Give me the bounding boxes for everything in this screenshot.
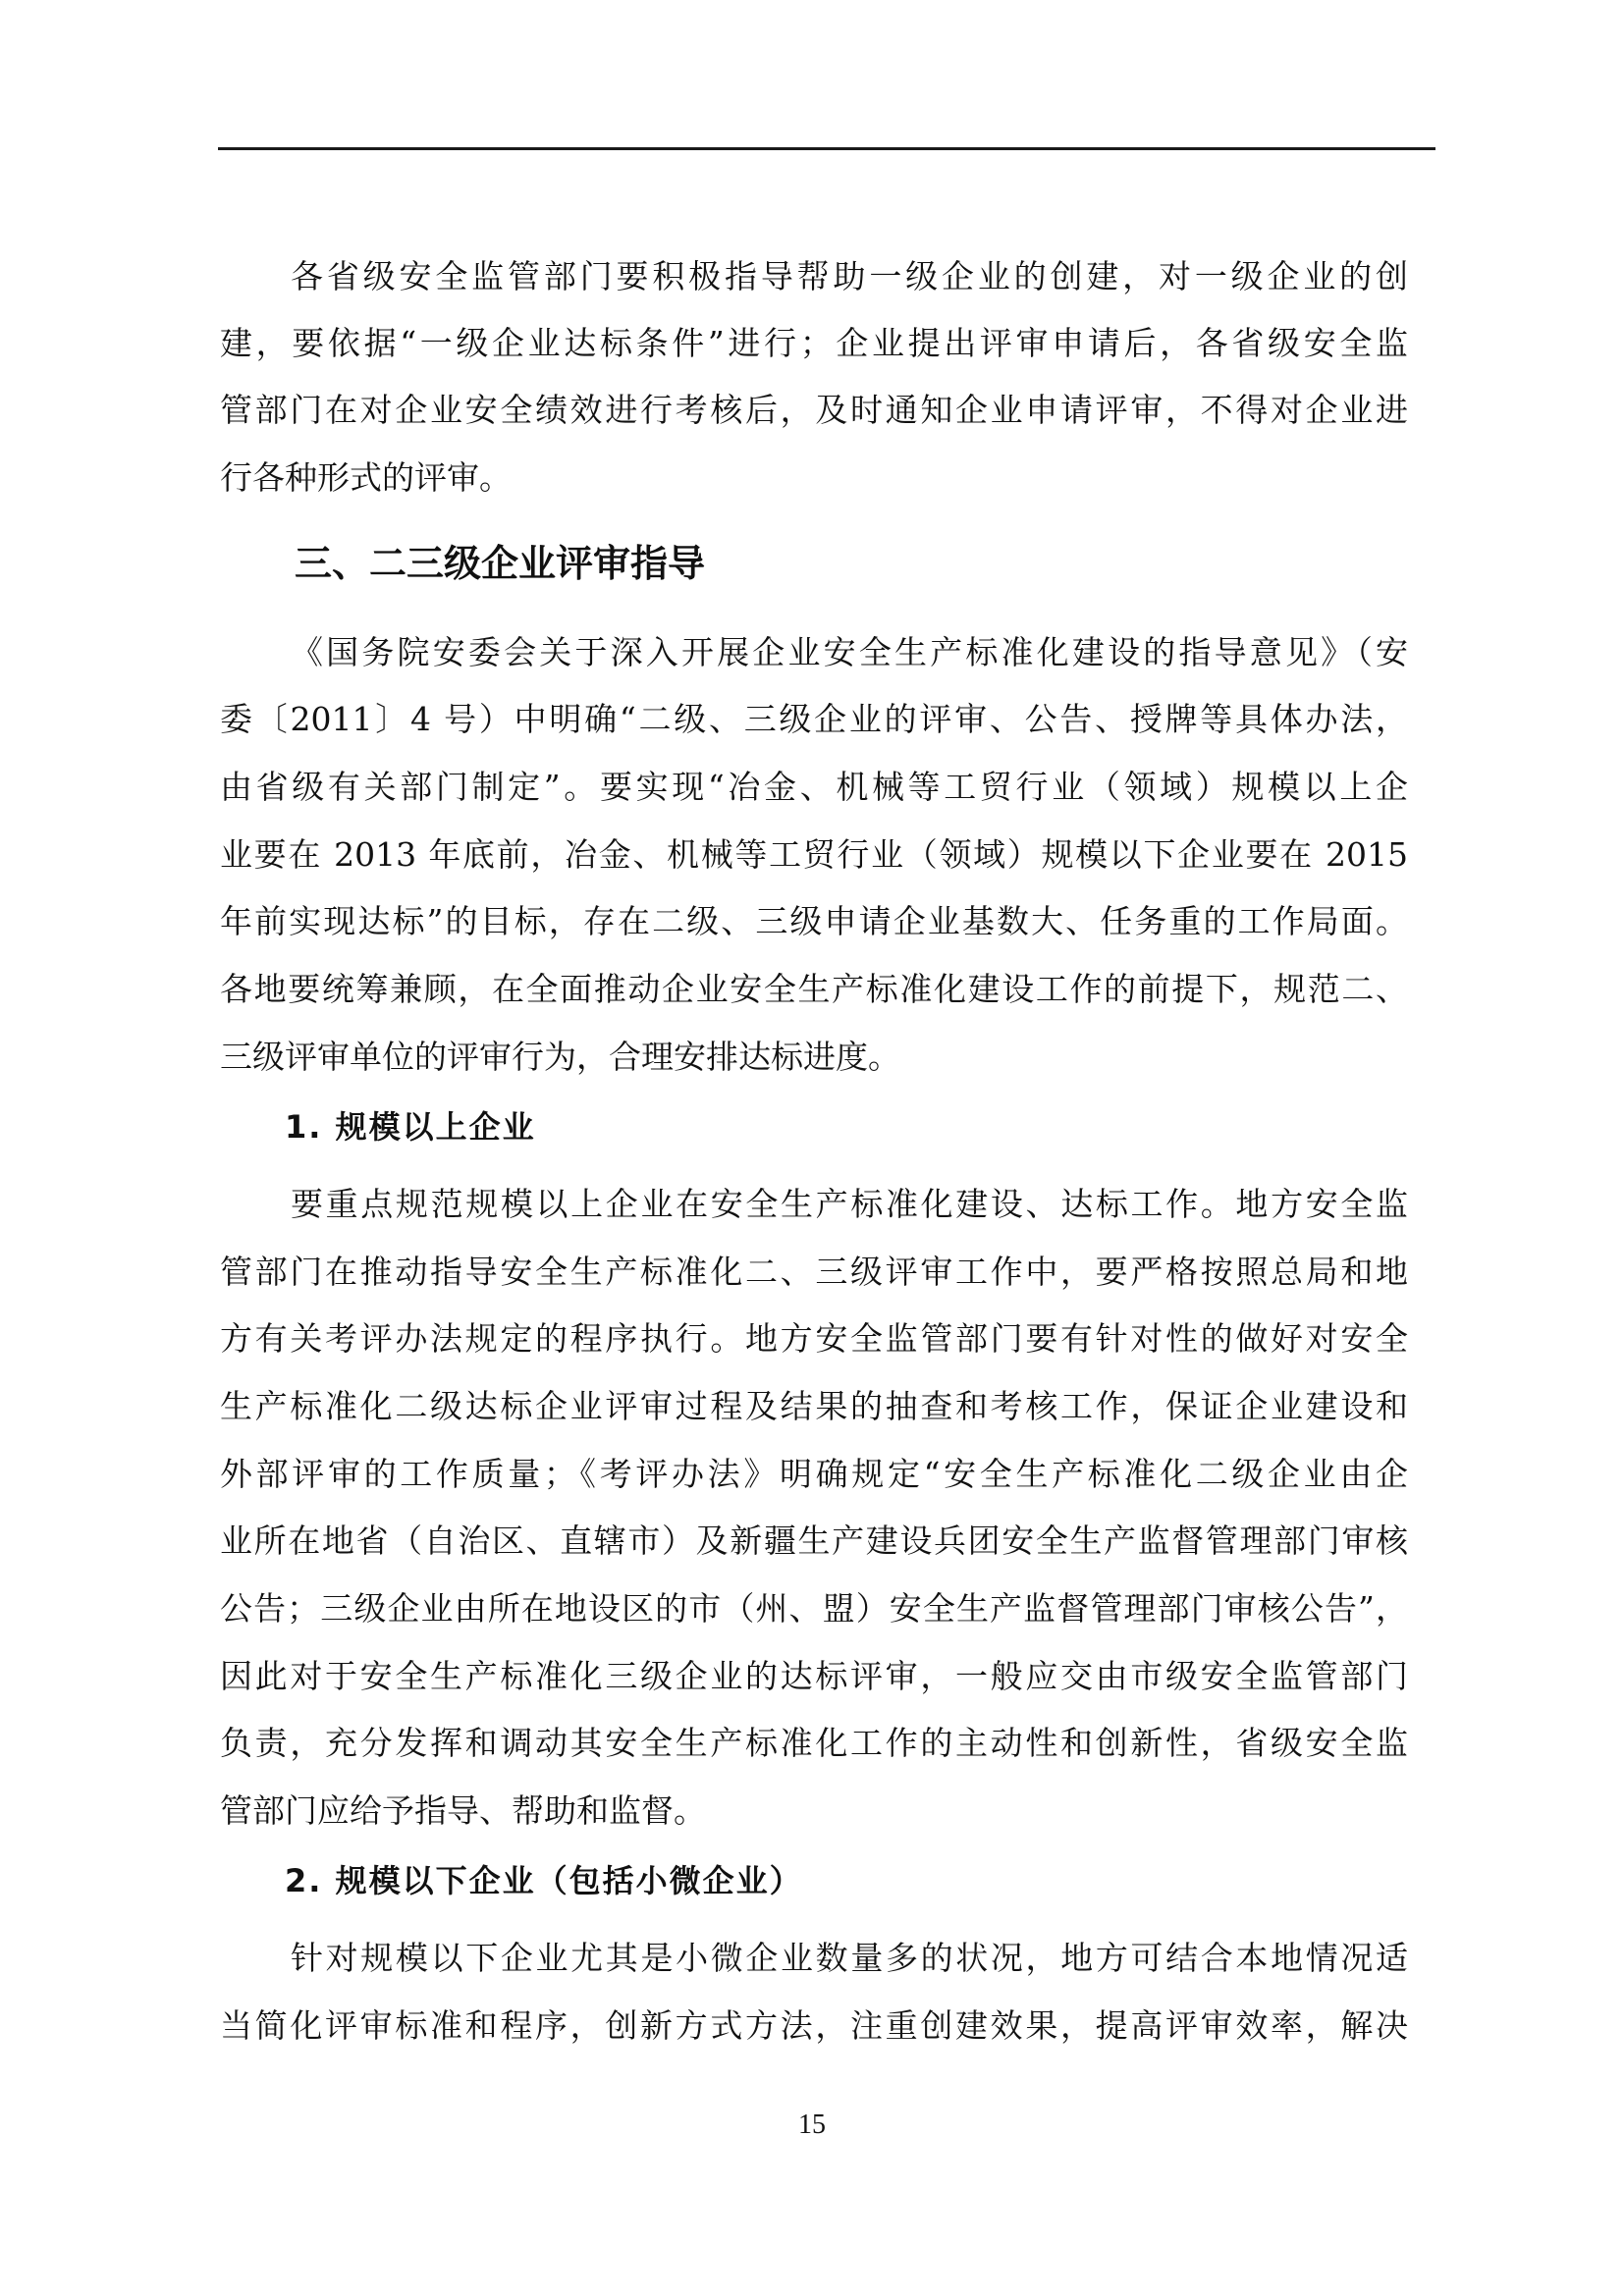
intro-line-4: 业要在 2013 年底前，冶金、机械等工贸行业（领域）规模以下企业要在 2015 xyxy=(220,835,1408,874)
page-number: 15 xyxy=(798,2109,826,2140)
subsection-2-line-2: 当简化评审标准和程序，创新方式方法，注重创建效果，提高评审效率，解决 xyxy=(220,2006,1408,2045)
header-rule xyxy=(218,147,1435,150)
intro-line-5: 年前实现达标”的目标，存在二级、三级申请企业基数大、任务重的工作局面。 xyxy=(220,902,1408,940)
subsection-2-line-1: 针对规模以下企业尤其是小微企业数量多的状况，地方可结合本地情况适 xyxy=(291,1939,1408,1977)
paragraph-1-line-3: 管部门在对企业安全绩效进行考核后，及时通知企业申请评审，不得对企业进 xyxy=(220,391,1408,429)
subsection-1-line-8: 因此对于安全生产标准化三级企业的达标评审，一般应交由市级安全监管部门 xyxy=(220,1657,1408,1695)
intro-line-1: 《国务院安委会关于深入开展企业安全生产标准化建设的指导意见》（安 xyxy=(291,633,1408,671)
subsection-2-heading: 2. 规模以下企业（包括小微企业） xyxy=(285,1862,803,1899)
subsection-1-line-3: 方有关考评办法规定的程序执行。地方安全监管部门要有针对性的做好对安全 xyxy=(220,1319,1408,1358)
intro-line-2: 委〔2011〕4 号）中明确“二级、三级企业的评审、公告、授牌等具体办法， xyxy=(220,700,1408,738)
subsection-1-line-6: 业所在地省（自治区、直辖市）及新疆生产建设兵团安全生产监督管理部门审核 xyxy=(220,1522,1408,1560)
paragraph-1-line-2: 建，要依据“一级企业达标条件”进行；企业提出评审申请后，各省级安全监 xyxy=(220,324,1408,362)
section-heading: 三、二三级企业评审指导 xyxy=(295,542,706,585)
paragraph-1-line-1: 各省级安全监管部门要积极指导帮助一级企业的创建，对一级企业的创 xyxy=(291,257,1408,295)
intro-line-3: 由省级有关部门制定”。要实现“冶金、机械等工贸行业（领域）规模以上企 xyxy=(220,768,1408,806)
intro-line-7: 三级评审单位的评审行为，合理安排达标进度。 xyxy=(220,1038,900,1076)
subsection-1-line-9: 负责，充分发挥和调动其安全生产标准化工作的主动性和创新性，省级安全监 xyxy=(220,1724,1408,1762)
subsection-1-line-4: 生产标准化二级达标企业评审过程及结果的抽查和考核工作，保证企业建设和 xyxy=(220,1387,1408,1425)
subsection-1-line-10: 管部门应给予指导、帮助和监督。 xyxy=(220,1791,706,1830)
subsection-1-line-1: 要重点规范规模以上企业在安全生产标准化建设、达标工作。地方安全监 xyxy=(291,1185,1408,1223)
intro-line-6: 各地要统筹兼顾，在全面推动企业安全生产标准化建设工作的前提下，规范二、 xyxy=(220,970,1408,1008)
subsection-1-line-7: 公告；三级企业由所在地设区的市（州、盟）安全生产监督管理部门审核公告”， xyxy=(220,1589,1408,1628)
paragraph-1-line-4: 行各种形式的评审。 xyxy=(220,458,512,497)
subsection-1-line-5: 外部评审的工作质量；《考评办法》明确规定“安全生产标准化二级企业由企 xyxy=(220,1455,1408,1493)
subsection-1-line-2: 管部门在推动指导安全生产标准化二、三级评审工作中，要严格按照总局和地 xyxy=(220,1253,1408,1291)
subsection-1-heading: 1. 规模以上企业 xyxy=(285,1108,536,1146)
